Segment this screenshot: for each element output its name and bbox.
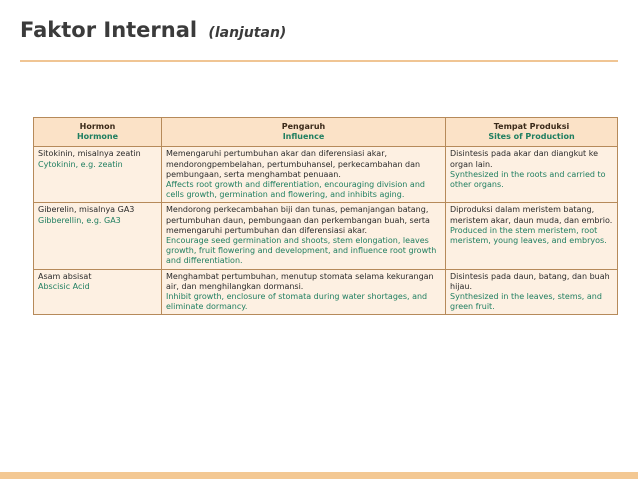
hormone-name-en: Gibberellin, e.g. GA3 [38,215,121,225]
slide-title-main: Faktor Internal [20,18,198,42]
site-id: Diproduksi dalam meristem batang, meristem akar, daun muda, dan embrio. [450,205,613,225]
header-hormone-en: Hormone [76,132,119,142]
hormone-name-en: Cytokinin, e.g. zeatin [38,159,123,169]
influence-cell [162,269,446,315]
header-hormone [34,118,162,147]
influence-id: Menghambat pertumbuhan, menutup stomata selama kekurangan air, dan menghilangkan dormansi. [166,271,434,291]
header-site [446,118,618,147]
hormone-name-en: Abscisic Acid [38,281,90,291]
site-id: Disintesis pada daun, batang, dan buah hijau. [450,271,610,291]
header-hormone-id: Hormon [79,122,116,131]
header-influence-id: Pengaruh [281,122,326,131]
table-header-row [34,118,618,147]
site-cell [446,203,618,269]
site-en: Synthesized in the leaves, stems, and green fruit. [450,292,602,312]
header-influence [162,118,446,147]
title-bar [0,12,638,50]
table-row [34,269,618,315]
influence-cell [162,147,446,203]
slide-title-subtitle: (lanjutan) [208,25,287,41]
site-en: Produced in the stem meristem, root meristem, young leaves, and embryos. [450,225,607,246]
site-en: Synthesized in the roots and carried to other organs. [450,169,606,190]
hormone-cell [34,203,162,269]
title-underline [20,60,618,62]
influence-en: Inhibit growth, enclosure of stomata during water shortages, and eliminate dormancy. [166,292,428,312]
table-row [34,147,618,203]
hormone-table [33,117,618,315]
hormone-name-id: Sitokinin, misalnya zeatin [38,149,141,159]
influence-en: Encourage seed germination and shoots, stem elongation, leaves growth, fruit flowering and development, and influence root growth and differentiation. [166,236,437,266]
hormone-name-id: Asam absisat [38,271,92,281]
header-influence-en: Influence [282,132,325,142]
hormone-cell [34,147,162,203]
site-id: Disintesis pada akar dan diangkut ke organ lain. [450,149,598,169]
slide-title [20,18,286,42]
influence-id: Memengaruhi pertumbuhan akar dan diferensiasi akar, mendorongpembelahan, pertumbuhansel, perkecambahan dan pembungaan, serta menghambat penuaan. [166,149,421,179]
influence-cell [162,203,446,269]
footer-accent-band [0,472,638,479]
site-cell [446,269,618,315]
header-site-en: Sites of Production [488,132,575,142]
site-cell [446,147,618,203]
influence-id: Mendorong perkecambahan biji dan tunas, pemanjangan batang, pertumbuhan daun, pembungaan dan perkembangan buah, serta memengaruhi pertumbuhan dan diferensiasi akar. [166,205,430,235]
hormone-name-id: Giberelin, misalnya GA3 [38,205,135,215]
header-site-id: Tempat Produksi [493,122,570,131]
table-row [34,203,618,269]
hormone-cell [34,269,162,315]
influence-en: Affects root growth and differentiation, encouraging division and cells growth, germination and flowering, and inhibits aging. [166,180,425,200]
